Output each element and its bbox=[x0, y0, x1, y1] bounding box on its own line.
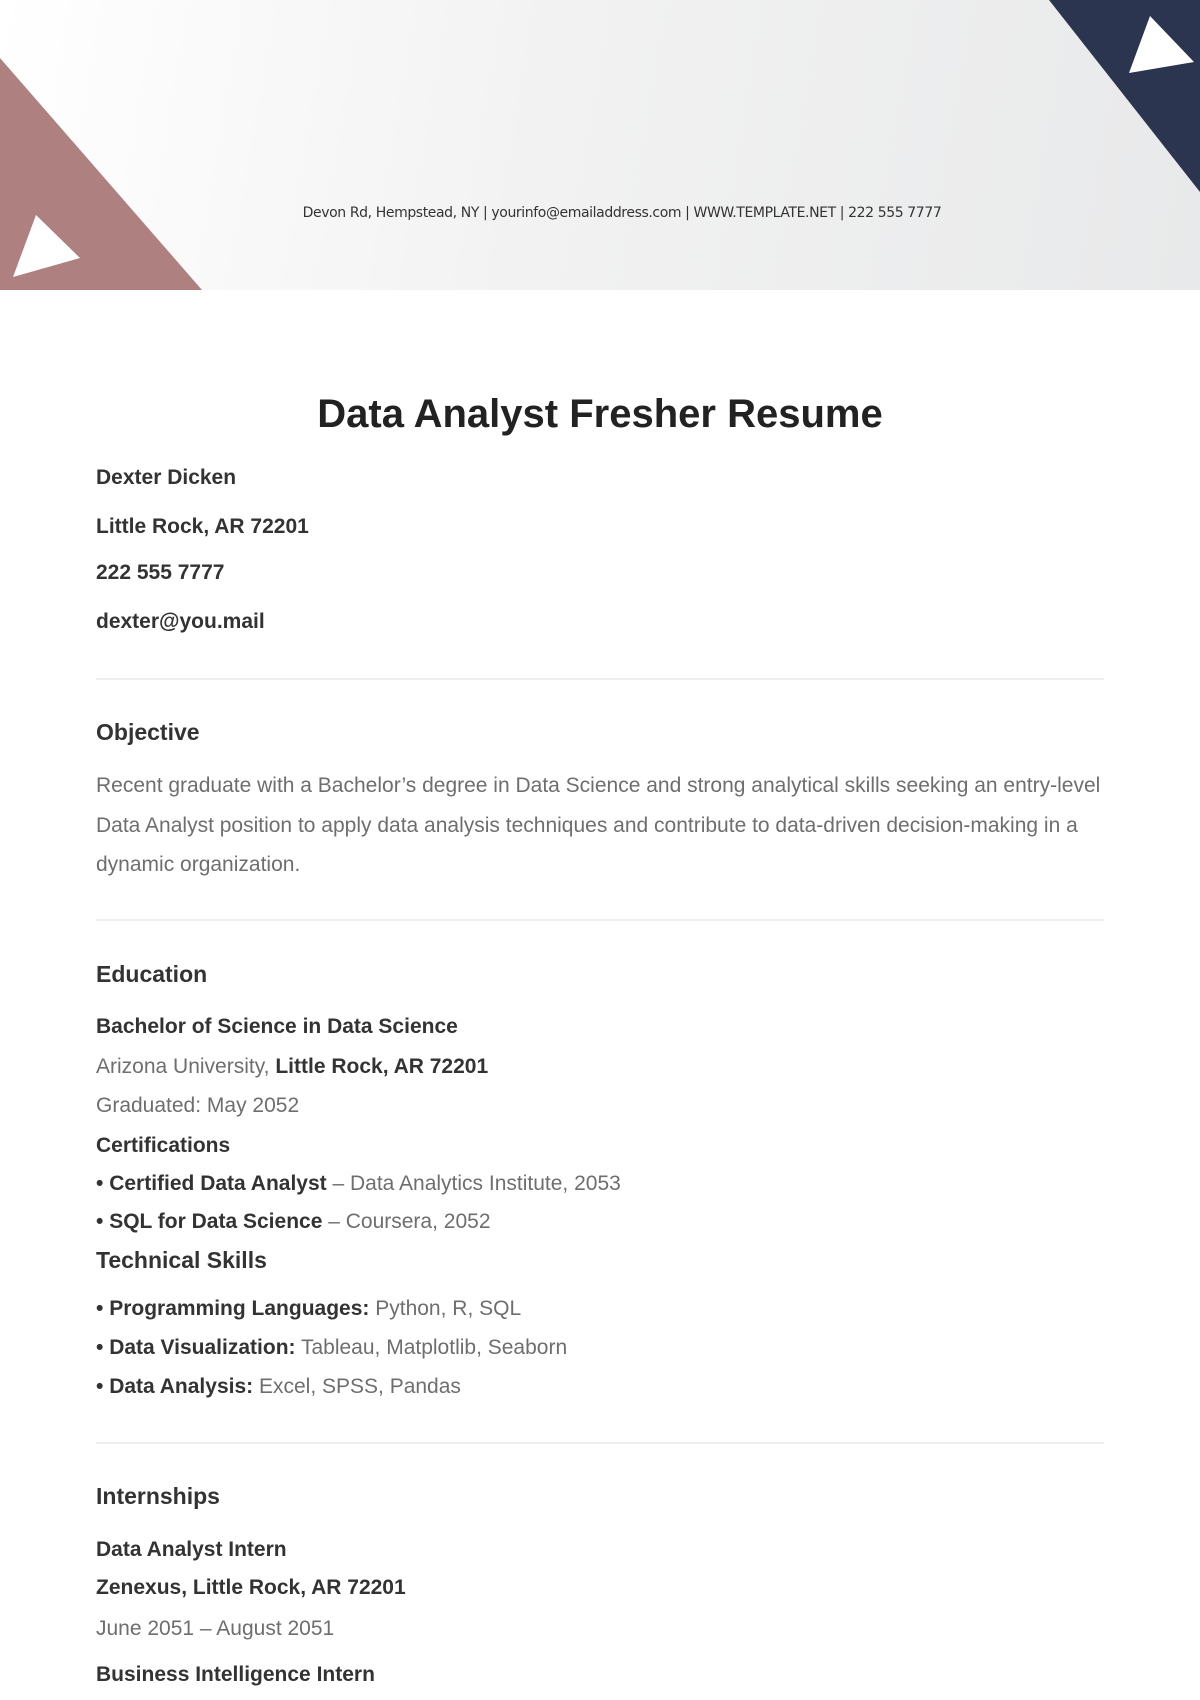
graduated: Graduated: May 2052 bbox=[96, 1094, 300, 1117]
objective-heading: Objective bbox=[96, 719, 200, 745]
address: Little Rock, AR 72201 bbox=[96, 515, 309, 538]
certification-item: • SQL for Data Science – Coursera, 2052 bbox=[96, 1210, 491, 1233]
skill-value: Python, R, SQL bbox=[369, 1297, 522, 1320]
skill-item: • Programming Languages: Python, R, SQL bbox=[96, 1297, 522, 1320]
certification-item: • Certified Data Analyst – Data Analytics Institute, 2053 bbox=[96, 1172, 621, 1195]
skill-value: Excel, SPSS, Pandas bbox=[253, 1375, 461, 1398]
internships-heading: Internships bbox=[96, 1483, 220, 1509]
name: Dexter Dicken bbox=[96, 466, 237, 489]
skill-label: Data Visualization: bbox=[109, 1336, 296, 1359]
skills-heading: Technical Skills bbox=[96, 1247, 267, 1273]
objective-text: Recent graduate with a Bachelor’s degree in Data Science and strong analytical skills seeking an entry-level Data Analyst position to apply data analysis techniques and contribute to data-driven decision-making in a dynamic organization. bbox=[96, 774, 1101, 876]
page-title: Data Analyst Fresher Resume bbox=[317, 392, 883, 436]
certification-detail: – Coursera, 2052 bbox=[322, 1210, 491, 1233]
skill-label: Programming Languages: bbox=[109, 1297, 370, 1320]
internship-role: Business Intelligence Intern bbox=[96, 1663, 375, 1686]
certification-detail: – Data Analytics Institute, 2053 bbox=[326, 1172, 621, 1195]
header-contact: Devon Rd, Hempstead, NY | yourinfo@emailaddress.com | WWW.TEMPLATE.NET | 222 555 7777 bbox=[302, 205, 942, 221]
skill-value: Tableau, Matplotlib, Seaborn bbox=[295, 1336, 568, 1359]
skill-label: Data Analysis: bbox=[109, 1375, 254, 1398]
education-heading: Education bbox=[96, 961, 208, 987]
decorative-triangles bbox=[0, 0, 1200, 290]
internship-dates: June 2051 – August 2051 bbox=[96, 1617, 335, 1640]
certification-name: SQL for Data Science bbox=[109, 1210, 323, 1233]
internship-role: Data Analyst Intern bbox=[96, 1538, 287, 1561]
certification-name: Certified Data Analyst bbox=[109, 1172, 327, 1195]
header-banner bbox=[0, 0, 1200, 290]
divider bbox=[96, 678, 1104, 680]
divider bbox=[96, 1442, 1104, 1444]
school bbox=[96, 1055, 488, 1079]
internship-company: Zenexus, Little Rock, AR 72201 bbox=[96, 1576, 406, 1599]
email: dexter@you.mail bbox=[96, 610, 265, 633]
phone: 222 555 7777 bbox=[96, 561, 225, 584]
certifications-heading: Certifications bbox=[96, 1134, 231, 1157]
skill-item: • Data Analysis: Excel, SPSS, Pandas bbox=[96, 1375, 461, 1398]
degree: Bachelor of Science in Data Science bbox=[96, 1015, 458, 1038]
school-location: Little Rock, AR 72201 bbox=[275, 1055, 489, 1078]
right-accent-triangle bbox=[1049, 0, 1200, 192]
school-name: Arizona University, bbox=[96, 1055, 276, 1078]
skill-item: • Data Visualization: Tableau, Matplotlib, Seaborn bbox=[96, 1336, 568, 1359]
divider bbox=[96, 919, 1104, 921]
